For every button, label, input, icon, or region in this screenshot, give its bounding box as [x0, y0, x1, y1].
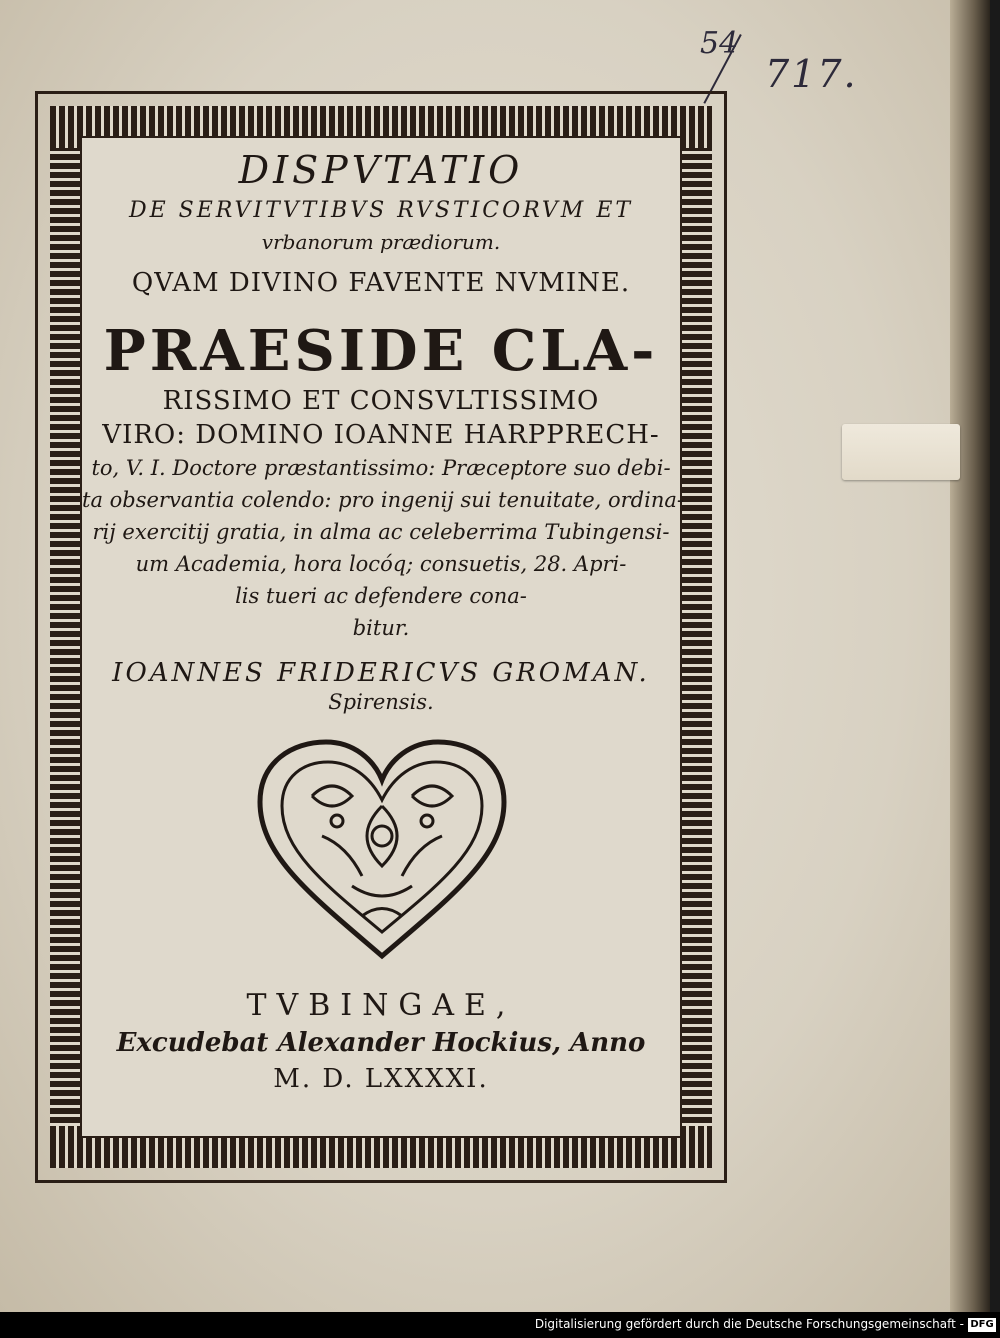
body-line-4: um Academia, hora locóq; consuetis, 28. Apri- — [135, 552, 627, 576]
digitization-footer — [0, 1312, 1000, 1338]
author-origin: Spirensis. — [328, 690, 434, 714]
place-of-printing: TVBINGAE, — [246, 988, 516, 1023]
body-line-3: rij exercitij gratia, in alma ac celeberrima Tubingensi- — [92, 520, 670, 544]
author-name: IOANNES FRIDERICVS GROMAN. — [112, 658, 650, 688]
body-line-2: ta observantia colendo: pro ingenij sui tenuitate, ordina- — [82, 488, 684, 512]
book-edge — [950, 0, 990, 1312]
title-line-1: DISPVTATIO — [238, 148, 524, 192]
footer-credit: Digitalisierung gefördert durch die Deutsche Forschungsgemeinschaft - — [534, 1317, 964, 1331]
body-line-1: to, V. I. Doctore præstantissimo: Præceptore suo debi- — [91, 456, 671, 480]
body-line-6: bitur. — [352, 616, 410, 640]
title-line-2: DE SERVITVTIBVS RVSTICORVM ET — [128, 198, 634, 223]
praeses-line-2: RISSIMO ET CONSVLTISSIMO — [162, 386, 600, 416]
heart-ornament-icon — [252, 736, 512, 962]
title-line-3: vrbanorum prædiorum. — [261, 230, 501, 254]
year-of-printing: M. D. LXXXXI. — [273, 1064, 489, 1094]
praeses-line-3: VIRO: DOMINO IOANNE HARPPRECH- — [102, 420, 660, 450]
dfg-logo-icon: DFG — [968, 1318, 996, 1332]
printer-line: Excudebat Alexander Hockius, Anno — [116, 1028, 646, 1058]
shelfmark-number-1: 54 — [700, 26, 739, 61]
shelfmark-number-2: 717. — [765, 52, 858, 96]
title-line-4: QVAM DIVINO FAVENTE NVMINE. — [131, 268, 631, 298]
paper-tab — [842, 424, 960, 480]
title-page-content — [82, 138, 684, 1136]
body-line-5: lis tueri ac defendere cona- — [235, 584, 527, 608]
praeses-heading: PRAESIDE CLA- — [103, 318, 659, 384]
